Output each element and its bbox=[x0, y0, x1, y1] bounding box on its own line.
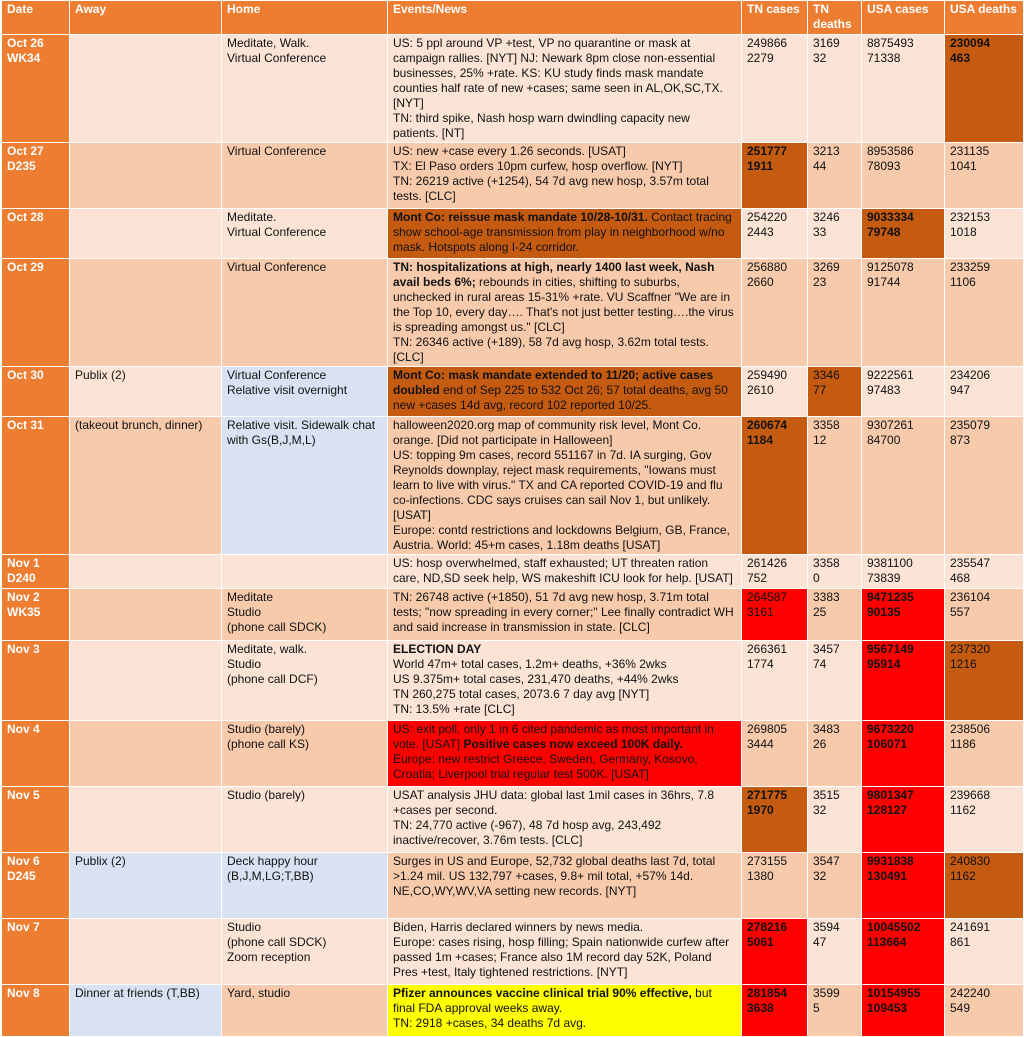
row-date: Nov 8 bbox=[2, 985, 70, 1037]
row-home bbox=[222, 555, 388, 589]
row-tn-deaths: 3269 23 bbox=[808, 259, 862, 367]
row-tn-cases: 281854 3638 bbox=[742, 985, 808, 1037]
row-usa-cases: 8875493 71338 bbox=[862, 35, 945, 143]
row-home: Studio (phone call SDCK) Zoom reception bbox=[222, 919, 388, 985]
header-home: Home bbox=[222, 1, 388, 35]
row-usa-cases: 9471235 90135 bbox=[862, 589, 945, 641]
header-usa-deaths: USA deaths bbox=[945, 1, 1024, 35]
row-away: Publix (2) bbox=[70, 853, 222, 919]
row-home: Meditate Studio (phone call SDCK) bbox=[222, 589, 388, 641]
row-usa-deaths: 234206 947 bbox=[945, 367, 1024, 417]
row-usa-deaths: 237320 1216 bbox=[945, 641, 1024, 721]
row-date: Oct 27 D235 bbox=[2, 143, 70, 209]
row-tn-deaths: 3358 12 bbox=[808, 417, 862, 555]
row-away bbox=[70, 143, 222, 209]
events-text: World 47m+ total cases, 1.2m+ deaths, +36% 2wks US 9.375m+ total cases, 231,470 deaths, +44% 2wks TN 260,275 total cases, 2073.6 7 day avg [NYT] TN: 13.5% +rate [CLC] bbox=[393, 657, 679, 716]
row-usa-deaths: 242240 549 bbox=[945, 985, 1024, 1037]
row-tn-deaths: 3358 0 bbox=[808, 555, 862, 589]
table-row bbox=[2, 417, 1024, 555]
row-usa-cases: 9673220 106071 bbox=[862, 721, 945, 787]
table-row bbox=[2, 919, 1024, 985]
events-highlight: Positive cases now exceed 100K daily. bbox=[463, 737, 683, 751]
table-row bbox=[2, 787, 1024, 853]
events-highlight: Pfizer announces vaccine clinical trial 90% effective, bbox=[393, 986, 692, 1000]
row-home: Relative visit. Sidewalk chat with Gs(B,J,M,L) bbox=[222, 417, 388, 555]
row-home: Virtual Conference bbox=[222, 259, 388, 367]
row-away bbox=[70, 721, 222, 787]
table-row bbox=[2, 259, 1024, 367]
row-tn-cases: 254220 2443 bbox=[742, 209, 808, 259]
row-tn-cases: 260674 1184 bbox=[742, 417, 808, 555]
row-events: USAT analysis JHU data: global last 1mil cases in 36hrs, 7.8 +cases per second. TN: 24,770 active (-967), 48 7d hosp avg, 243,492 inactive/recover, 3.76m tests. [CLC] bbox=[388, 787, 742, 853]
row-home: Studio (barely) (phone call KS) bbox=[222, 721, 388, 787]
header-row bbox=[2, 1, 1024, 35]
header-date: Date bbox=[2, 1, 70, 35]
row-usa-deaths: 233259 1106 bbox=[945, 259, 1024, 367]
row-date: Oct 26 WK34 bbox=[2, 35, 70, 143]
header-away: Away bbox=[70, 1, 222, 35]
events-highlight: TN: hospitalizations at high, nearly 1400 last week, Nash avail beds 6%; bbox=[393, 260, 715, 289]
row-home: Virtual Conference Relative visit overnight bbox=[222, 367, 388, 417]
events-text-after: Europe: new restrict Greece, Sweden, Germany, Kosovo, Croatia; Liverpool trial regular test 500K. [USAT] bbox=[393, 752, 698, 781]
row-usa-cases: 8953586 78093 bbox=[862, 143, 945, 209]
events-text: rebounds in cities, shifting to suburbs, unchecked in rural areas 15-31% +rate. VU Scaffner "We are in the Top 10, every day…. That's not just better testing….the virus is spreading amongst us." [CLC] TN: 26346 active (+189), 58 7d avg hosp, 3.62m total tests. [CLC] bbox=[393, 275, 734, 364]
row-date: Nov 2 WK35 bbox=[2, 589, 70, 641]
row-home: Meditate. Virtual Conference bbox=[222, 209, 388, 259]
row-tn-cases: 269805 3444 bbox=[742, 721, 808, 787]
row-usa-cases: 9931838 130491 bbox=[862, 853, 945, 919]
row-usa-cases: 9033334 79748 bbox=[862, 209, 945, 259]
row-tn-cases: 271775 1970 bbox=[742, 787, 808, 853]
table-row bbox=[2, 35, 1024, 143]
row-usa-deaths: 236104 557 bbox=[945, 589, 1024, 641]
row-tn-deaths: 3169 32 bbox=[808, 35, 862, 143]
row-events: Biden, Harris declared winners by news media. Europe: cases rising, hosp filling; Spain nationwide curfew after passed 1m +cases; France also 1M record day 52K, Poland Pres +test, Italy tightened restrictions. [NYT] bbox=[388, 919, 742, 985]
events-text: US: exit poll, only 1 in 6 cited pandemic as most important in vote. [USAT] bbox=[393, 722, 714, 751]
table-row bbox=[2, 985, 1024, 1037]
row-events: US: hosp overwhelmed, staff exhausted; UT threaten ration care, ND,SD seek help, WS makeshift ICU look for help. [USAT] bbox=[388, 555, 742, 589]
row-events bbox=[388, 721, 742, 787]
events-highlight: Mont Co: mask mandate extended to 11/20; active cases doubled bbox=[393, 368, 714, 397]
row-events bbox=[388, 259, 742, 367]
row-tn-deaths: 3547 32 bbox=[808, 853, 862, 919]
row-away bbox=[70, 35, 222, 143]
header-usa-cases: USA cases bbox=[862, 1, 945, 35]
events-text: but final FDA approval weeks away. TN: 2918 +cases, 34 deaths 7d avg. bbox=[393, 986, 712, 1030]
row-home: Studio (barely) bbox=[222, 787, 388, 853]
row-away: (takeout brunch, dinner) bbox=[70, 417, 222, 555]
row-date: Nov 5 bbox=[2, 787, 70, 853]
row-date: Nov 4 bbox=[2, 721, 70, 787]
row-away bbox=[70, 555, 222, 589]
row-date: Oct 31 bbox=[2, 417, 70, 555]
row-usa-deaths: 240830 1162 bbox=[945, 853, 1024, 919]
header-events: Events/News bbox=[388, 1, 742, 35]
row-events: US: new +case every 1.26 seconds. [USAT] TX: El Paso orders 10pm curfew, hosp overflow. [NYT] TN: 26219 active (+1254), 54 7d avg new hosp, 3.57m total tests. [CLC] bbox=[388, 143, 742, 209]
row-events bbox=[388, 209, 742, 259]
row-tn-deaths: 3515 32 bbox=[808, 787, 862, 853]
events-text: Contact tracing show school-age transmission from play in neighborhood w/no mask. Hotspots along I-24 corridor. bbox=[393, 210, 732, 254]
row-usa-deaths: 235547 468 bbox=[945, 555, 1024, 589]
table-row bbox=[2, 853, 1024, 919]
header-tn-cases: TN cases bbox=[742, 1, 808, 35]
row-tn-cases: 273155 1380 bbox=[742, 853, 808, 919]
row-usa-cases bbox=[862, 259, 945, 367]
row-tn-deaths: 3346 77 bbox=[808, 367, 862, 417]
row-events: Surges in US and Europe, 52,732 global deaths last 7d, total >1.24 mil. US 132,797 +cases, 9.8+ mil total, +57% 14d. NE,CO,WY,WV,VA setting new records. [NYT] bbox=[388, 853, 742, 919]
row-away bbox=[70, 641, 222, 721]
row-usa-deaths: 231135 1041 bbox=[945, 143, 1024, 209]
row-date: Nov 3 bbox=[2, 641, 70, 721]
row-usa-deaths: 235079 873 bbox=[945, 417, 1024, 555]
table-row bbox=[2, 589, 1024, 641]
row-tn-cases: 264587 3161 bbox=[742, 589, 808, 641]
row-tn-cases: 251777 1911 bbox=[742, 143, 808, 209]
row-tn-deaths: 3483 26 bbox=[808, 721, 862, 787]
row-tn-cases: 259490 2610 bbox=[742, 367, 808, 417]
row-away bbox=[70, 259, 222, 367]
row-date: Oct 28 bbox=[2, 209, 70, 259]
row-usa-deaths: 230094 463 bbox=[945, 35, 1024, 143]
row-away bbox=[70, 589, 222, 641]
row-date: Nov 7 bbox=[2, 919, 70, 985]
row-events bbox=[388, 985, 742, 1037]
row-away: Dinner at friends (T,BB) bbox=[70, 985, 222, 1037]
row-events: US: 5 ppl around VP +test, VP no quarantine or mask at campaign rallies. [NYT] NJ: Newark 8pm close non-essential businesses, 25% +rate. KS: KU study finds mask mandate counties half rate of new +cases; same seen in AL,OK,SC,TX. [NYT] TN: third spike, Nash hosp warn dwindling capacity new patients. [NT] bbox=[388, 35, 742, 143]
row-tn-cases: 261426 752 bbox=[742, 555, 808, 589]
row-home: Yard, studio bbox=[222, 985, 388, 1037]
row-events bbox=[388, 367, 742, 417]
row-away bbox=[70, 787, 222, 853]
table-row bbox=[2, 721, 1024, 787]
header-tn-deaths: TN deaths bbox=[808, 1, 862, 35]
row-date: Nov 1 D240 bbox=[2, 555, 70, 589]
events-text: end of Sep 225 to 532 Oct 26; 57 total deaths, avg 50 new +cases 14d avg, record 102 reported 10/25. bbox=[393, 383, 728, 412]
row-usa-deaths: 239668 1162 bbox=[945, 787, 1024, 853]
row-date: Nov 6 D245 bbox=[2, 853, 70, 919]
row-tn-deaths: 3457 74 bbox=[808, 641, 862, 721]
row-home: Meditate, Walk. Virtual Conference bbox=[222, 35, 388, 143]
row-date: Oct 29 bbox=[2, 259, 70, 367]
table-row bbox=[2, 143, 1024, 209]
row-events: halloween2020.org map of community risk level, Mont Co. orange. [Did not participate in Halloween] US: topping 9m cases, record 551167 in 7d. IA surging, Gov Reynolds downplay, reject mask requirements, "Iowans must learn to live with virus." TX and CA reported COVID-19 and flu co-infections. CDC says cruises can sail Nov 1, but unlikely. [USAT] Europe: contd restrictions and lockdowns Belgium, GB, France, Austria. World: 45+m cases, 1.18m deaths [USAT] bbox=[388, 417, 742, 555]
table-row bbox=[2, 555, 1024, 589]
row-usa-cases: 10154955 109453 bbox=[862, 985, 945, 1037]
row-tn-cases: 256880 2660 bbox=[742, 259, 808, 367]
row-date: Oct 30 bbox=[2, 367, 70, 417]
row-tn-deaths: 3599 5 bbox=[808, 985, 862, 1037]
table-row bbox=[2, 641, 1024, 721]
row-tn-deaths: 3383 25 bbox=[808, 589, 862, 641]
table-row bbox=[2, 209, 1024, 259]
covid-log-table bbox=[1, 0, 1024, 1037]
row-events: TN: 26748 active (+1850), 51 7d avg new hosp, 3.71m total tests; "now spreading in every corner;" Lee finally contradict WH and said increase in transmission in state. [CLC] bbox=[388, 589, 742, 641]
row-tn-deaths: 3246 33 bbox=[808, 209, 862, 259]
row-away bbox=[70, 209, 222, 259]
row-home: Meditate, walk. Studio (phone call DCF) bbox=[222, 641, 388, 721]
row-usa-cases: 9307261 84700 bbox=[862, 417, 945, 555]
row-usa-deaths: 241691 861 bbox=[945, 919, 1024, 985]
row-usa-cases: 9222561 97483 bbox=[862, 367, 945, 417]
row-tn-cases: 278216 5061 bbox=[742, 919, 808, 985]
row-usa-deaths: 232153 1018 bbox=[945, 209, 1024, 259]
row-usa-cases: 9801347 128127 bbox=[862, 787, 945, 853]
events-highlight: Mont Co: reissue mask mandate 10/28-10/31. bbox=[393, 210, 648, 224]
row-away: Publix (2) bbox=[70, 367, 222, 417]
row-home: Deck happy hour (B,J,M,LG;T,BB) bbox=[222, 853, 388, 919]
row-tn-deaths: 3594 47 bbox=[808, 919, 862, 985]
row-usa-cases: 9567149 95914 bbox=[862, 641, 945, 721]
row-events bbox=[388, 641, 742, 721]
row-tn-cases: 249866 2279 bbox=[742, 35, 808, 143]
usa-cases-total: 9125078 91744 bbox=[867, 260, 914, 289]
row-away bbox=[70, 919, 222, 985]
row-tn-deaths: 3213 44 bbox=[808, 143, 862, 209]
row-usa-cases: 9381100 73839 bbox=[862, 555, 945, 589]
row-home: Virtual Conference bbox=[222, 143, 388, 209]
table-row bbox=[2, 367, 1024, 417]
events-highlight: ELECTION DAY bbox=[393, 642, 482, 656]
row-usa-deaths: 238506 1186 bbox=[945, 721, 1024, 787]
row-usa-cases: 10045502 113664 bbox=[862, 919, 945, 985]
row-tn-cases: 266361 1774 bbox=[742, 641, 808, 721]
